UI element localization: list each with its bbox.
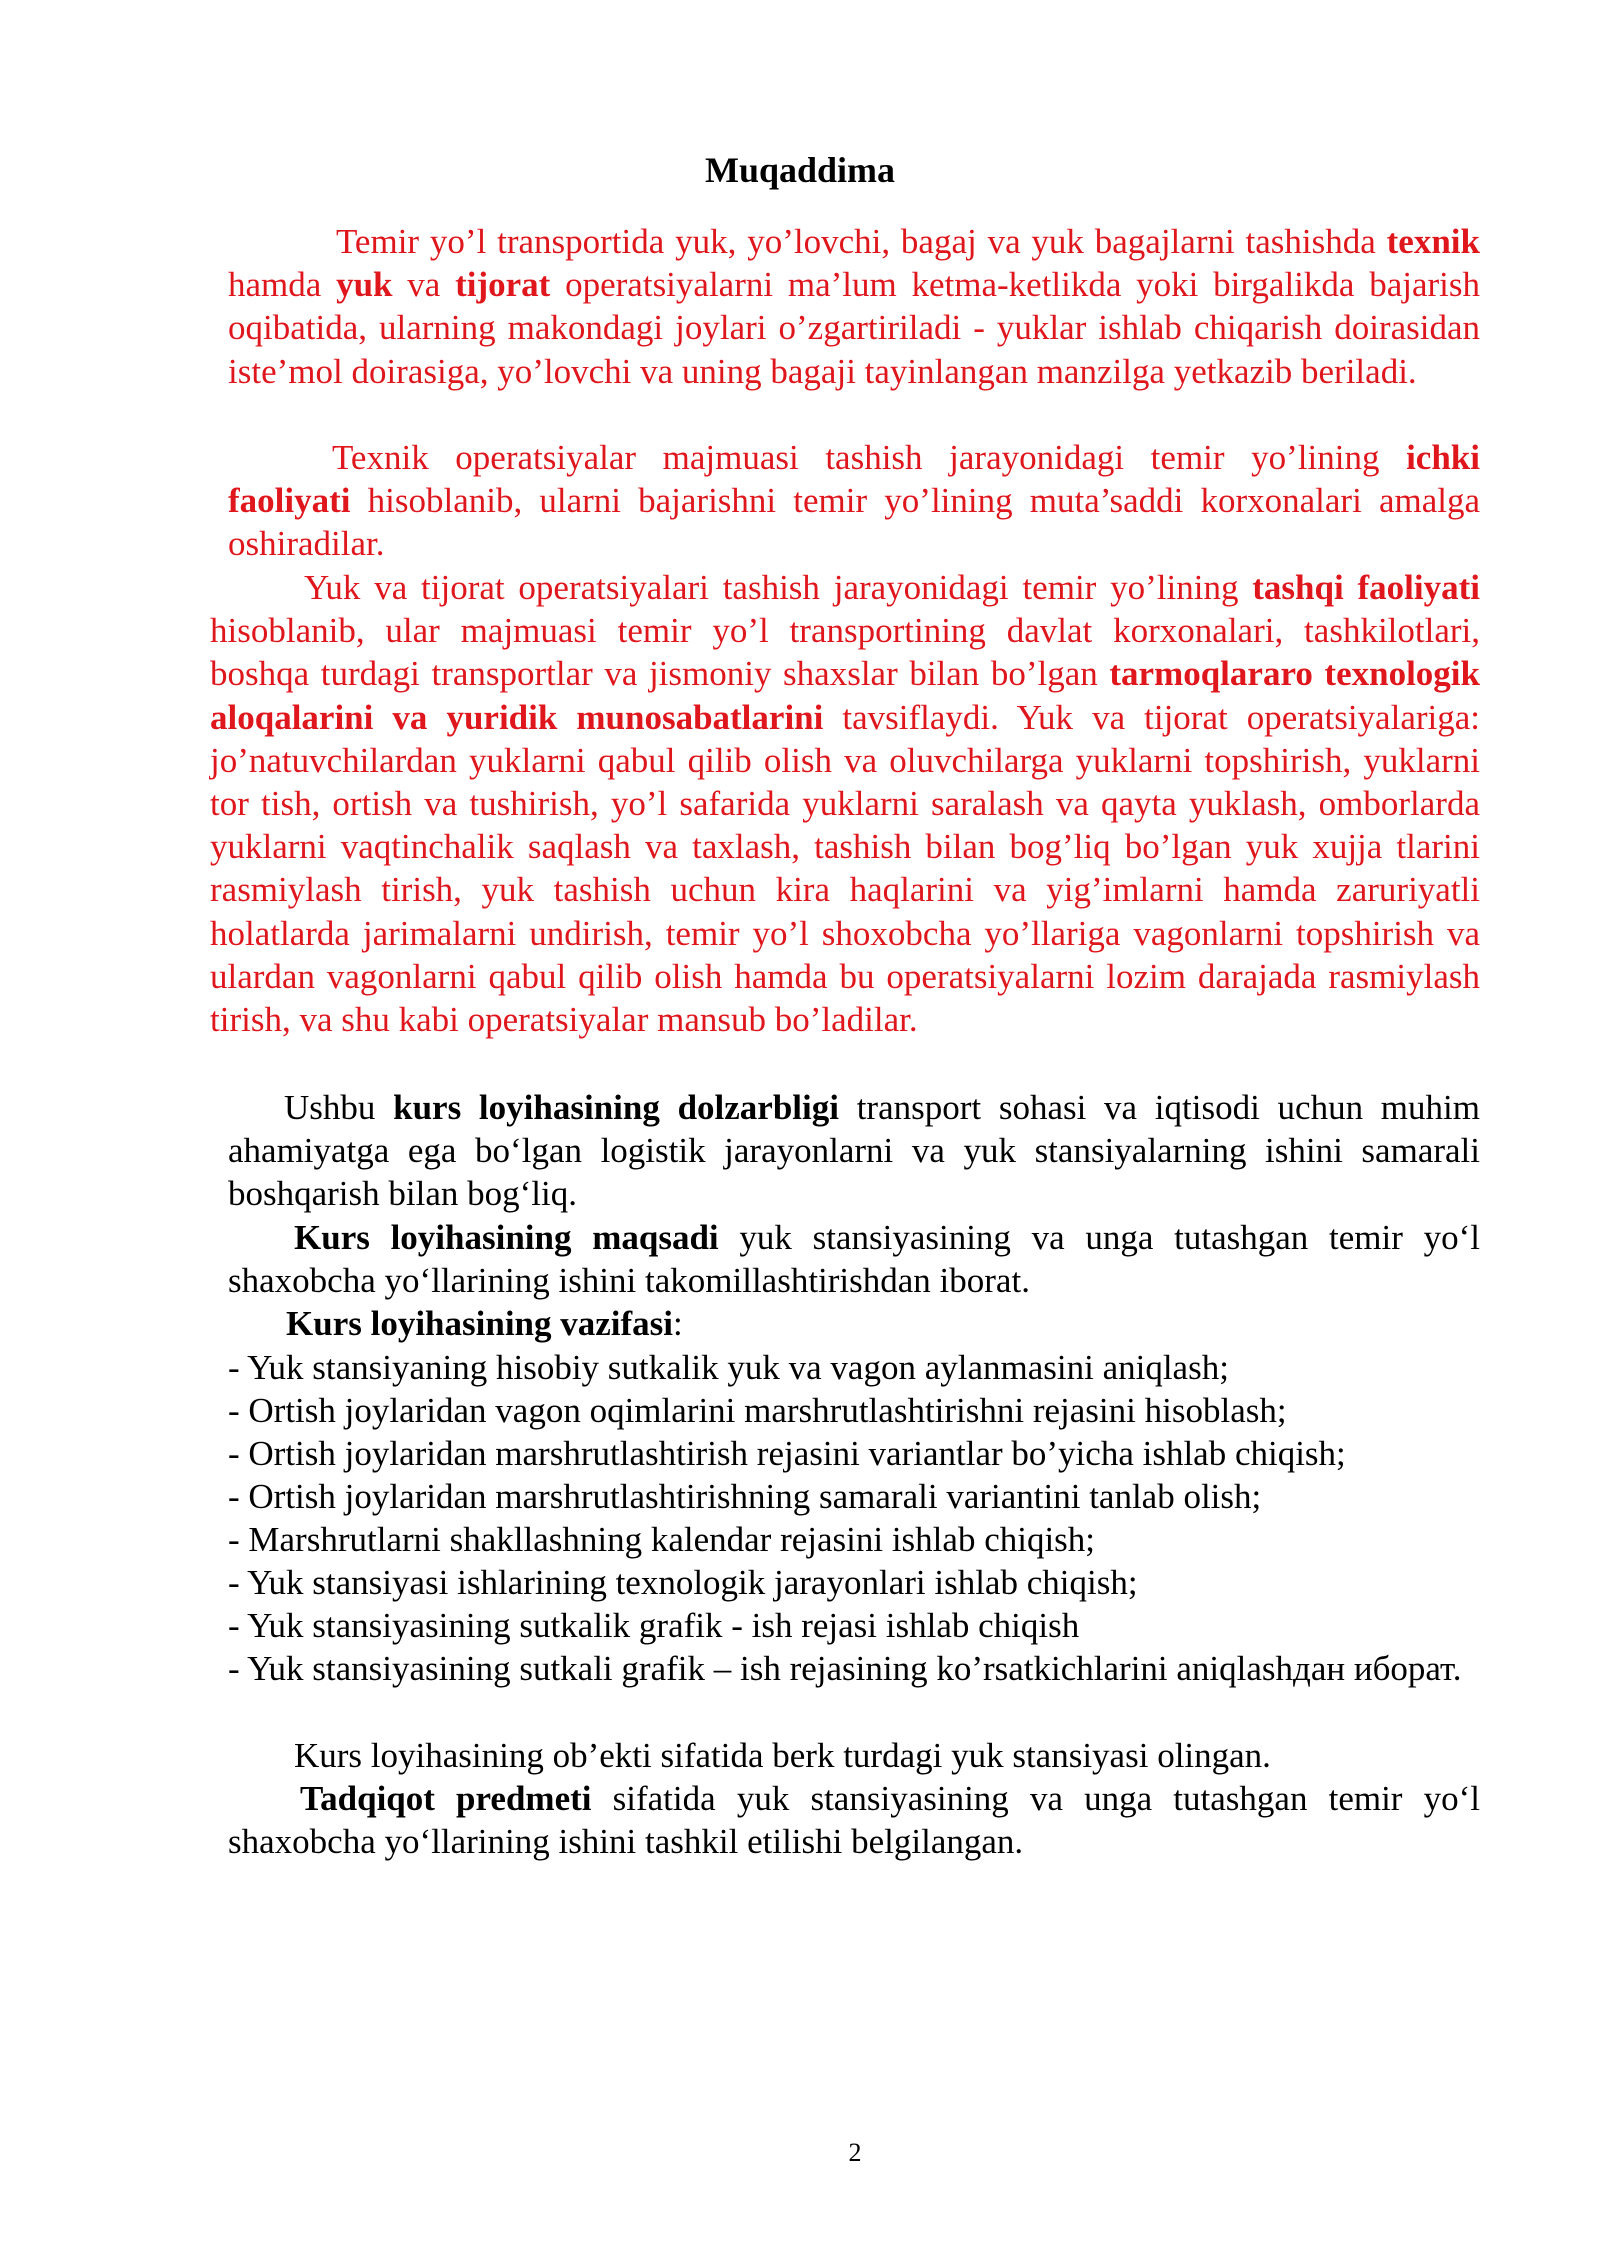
paragraph-intro [228, 220, 1480, 393]
task-item: - Ortish joylaridan marshrutlashtirish rejasini variantlar bo’yicha ishlab chiqish; [228, 1434, 1346, 1473]
paragraph-object: Kurs loyihasining ob’ekti sifatida berk turdagi yuk stansiyasi olingan. [294, 1736, 1271, 1775]
text: sifatida yuk stansiyasining va unga tutashgan temir yo‘l shaxobcha yo‘llarining ishini tashkil etilishi belgilangan. [228, 1779, 1480, 1862]
task-item: - Ortish joylaridan marshrutlashtirishning samarali variantini tanlab olish; [228, 1477, 1262, 1516]
task-item: - Yuk stansiyasining sutkalik grafik - ish rejasi ishlab chiqish [228, 1606, 1080, 1645]
paragraph-commercial-operations [210, 566, 1480, 1041]
bold-term: Kurs loyihasining maqsadi [294, 1218, 719, 1257]
bold-term: texnik [1386, 222, 1480, 261]
bold-term: tijorat [455, 265, 551, 305]
paragraph-relevance [228, 1086, 1480, 1216]
bold-term: kurs loyihasining dolzarbligi [393, 1088, 839, 1127]
text: : [673, 1304, 683, 1343]
text: Ushbu [284, 1088, 394, 1127]
bold-term: tashqi faoliyati [1252, 568, 1480, 607]
bold-term: Tadqiqot predmeti [300, 1779, 592, 1818]
text: transport sohasi va iqtisodi uchun muhim ahamiyatga ega bo‘lgan logistik jarayonlarni va yuk stansiyalarning ishini samarali boshqarish bilan bog‘liq. [228, 1088, 1480, 1214]
text: hamda [228, 265, 337, 305]
text: va [392, 265, 456, 305]
bold-term: ichki faoliyati [228, 438, 1480, 521]
task-item: - Yuk stansiyasi ishlarining texnologik jarayonlari ishlab chiqish; [228, 1563, 1138, 1602]
text: hisoblanib, ular majmuasi temir yo’l transportining davlat korxonalari, tashkilotlari, boshqa turdagi transportlar va jismoniy shaxslar bilan bo’lgan [210, 611, 1480, 694]
task-item: - Ortish joylaridan vagon oqimlarini marshrutlashtirishni rejasini hisoblash; [228, 1391, 1287, 1430]
paragraph-tasks-heading [228, 1302, 1480, 1345]
task-item-last: - Yuk stansiyasining sutkali grafik – ish rejasining ko’rsatkichlarini aniqlashдан иборат. [228, 1649, 1462, 1688]
page-title: Muqaddima [704, 150, 896, 190]
paragraph-research-subject [228, 1777, 1480, 1863]
text: Texnik operatsiyalar majmuasi tashish jarayonidagi temir yo’lining [332, 438, 1407, 477]
text: Temir yo’l transportida yuk, yo’lovchi, bagaj va yuk bagajlarni tashishda [336, 222, 1387, 261]
text: yuk stansiyasining va unga tutashgan temir yo‘l shaxobcha yo‘llarining ishini takomillashtirishdan iborat. [228, 1218, 1480, 1301]
text: Yuk va tijorat operatsiyalari tashish jarayonidagi temir yo’lining [304, 568, 1253, 607]
paragraph-goal [228, 1216, 1480, 1302]
text: tavsiflaydi. Yuk va tijorat operatsiyalariga: jo’natuvchilardan yuklarni qabul qilib olish va oluvchilarga yuklarni topshirish, yuklarni tor tish, ortish va tushirish, yo’l safarida yuklarni saralash va qayta yuklash, omborlarda yuklarni vaqtinchalik saqlash va taxlash, tashish bilan bog’liq bo’lgan yuk xujja tlarini rasmiylash tirish, yuk tashish uchun kira haqlarini va yig’imlarni hamda zaruriyatli holatlarda jarimalarni undirish, temir yo’l shoxobcha yo’llariga vagonlarni topshirish va ulardan vagonlarni qabul qilib olish hamda bu operatsiyalarni lozim darajada rasmiylash tirish, va shu kabi operatsiyalar mansub bo’ladilar. [210, 697, 1480, 1040]
task-item: - Marshrutlarni shakllashning kalendar rejasini ishlab chiqish; [228, 1520, 1096, 1559]
text: hisoblanib, ularni bajarishni temir yo’lining muta’saddi korxonalari amalga oshiradilar. [228, 481, 1480, 564]
bold-term: tarmoqlararo texnologik aloqalarini va yuridik munosabatlarini [210, 654, 1480, 737]
task-item: - Yuk stansiyaning hisobiy sutkalik yuk va vagon aylanmasini aniqlash; [228, 1348, 1229, 1387]
page-number: 2 [848, 2138, 862, 2167]
bold-term: yuk [336, 265, 393, 305]
text: operatsiyalarni ma’lum ketma-ketlikda yoki birgalikda bajarish oqibatida, ularning makondagi joylari o’zgartiriladi - yuklar ishlab chiqarish doirasidan iste’mol doirasiga, yo’lovchi va uning bagaji tayinlangan manzilga yetkazib beriladi. [228, 265, 1481, 391]
paragraph-technical-operations [228, 436, 1480, 566]
bold-term: Kurs loyihasining vazifasi [286, 1304, 674, 1343]
